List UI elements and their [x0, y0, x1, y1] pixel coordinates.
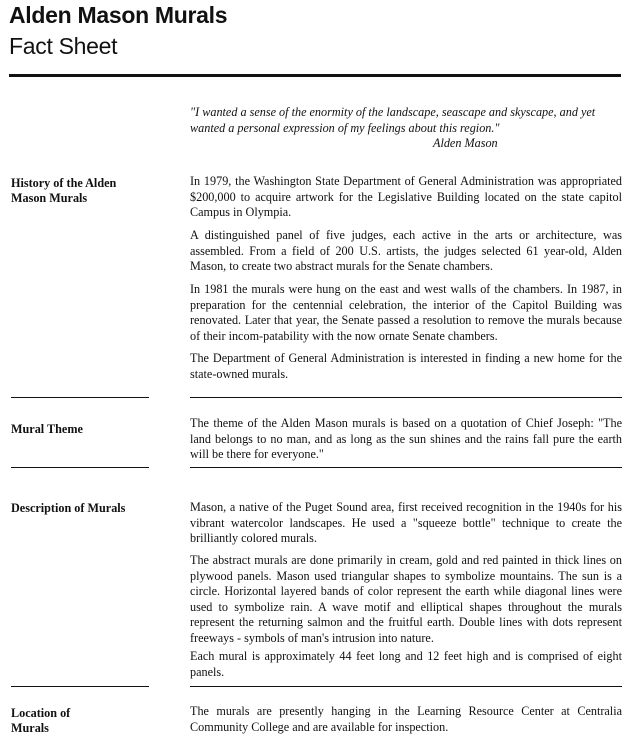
document-title: Alden Mason Murals: [9, 2, 228, 28]
history-paragraph-1: In 1979, the Washington State Department of General Administration was appropriated $200,000 to acquire artwork for the Legislative Building located on the state capitol Campus in Olympia.: [190, 174, 622, 220]
description-paragraph-2: The abstract murals are done primarily in cream, gold and red painted in thick lines on plywood panels. Mason used triangular shapes to symbolize mountains. The sun is a circle. Horizontal layered bands of color represent the earth while diagonal lines were used to symbolize rain. A wave motif and elliptical shapes throughout the murals represent the returning salmon and the fruitful earth. Double lines with dots represent freeways - symbols of man's intrusion into nature.: [190, 553, 622, 645]
section-divider-left: [11, 467, 149, 468]
section-label-mural-theme: Mural Theme: [11, 422, 83, 436]
header-divider: [9, 74, 621, 77]
section-divider-right: [190, 397, 622, 398]
history-paragraph-2: A distinguished panel of five judges, each active in the arts or architecture, was assembled. From a field of 200 U.S. artists, the judges selected 61 year-old, Alden Mason, to create two abstract murals for the Senate chambers.: [190, 228, 622, 274]
history-paragraph-4: The Department of General Administration is interested in finding a new home for the state-owned murals.: [190, 351, 622, 381]
document-subtitle: Fact Sheet: [9, 33, 118, 59]
mural-theme-paragraph: The theme of the Alden Mason murals is based on a quotation of Chief Joseph: "The land belongs to no man, and as long as the sun shines and the rains fall pure the earth will be there for everyone.": [190, 416, 622, 462]
section-divider-right: [190, 686, 622, 687]
opening-quote: "I wanted a sense of the enormity of the landscape, seascape and skyscape, and yet wanted a personal expression of my feelings about this region.": [190, 105, 596, 135]
section-divider-left: [11, 686, 149, 687]
description-paragraph-3: Each mural is approximately 44 feet long and 12 feet high and is comprised of eight panels.: [190, 649, 622, 679]
history-paragraph-3: In 1981 the murals were hung on the east and west walls of the chambers. In 1987, in preparation for the centennial celebration, the interior of the Capitol Building was renovated. Later that year, the Senate passed a resolution to remove the murals because of their incom-patability with the now ornate Senate chambers.: [190, 282, 622, 343]
section-divider-right: [190, 467, 622, 468]
description-paragraph-1: Mason, a native of the Puget Sound area, first received recognition in the 1940s for his vibrant watercolor landscapes. He used a "squeeze bottle" technique to create the brilliantly colored murals.: [190, 500, 622, 546]
location-paragraph: The murals are presently hanging in the Learning Resource Center at Centralia Community College and are available for inspection.: [190, 704, 622, 734]
section-label-description: Description of Murals: [11, 501, 126, 515]
section-label-location: Location of Murals: [11, 706, 71, 735]
quote-attribution: Alden Mason: [433, 136, 498, 150]
section-label-history: History of the Alden Mason Murals: [11, 176, 117, 205]
section-divider-left: [11, 397, 149, 398]
